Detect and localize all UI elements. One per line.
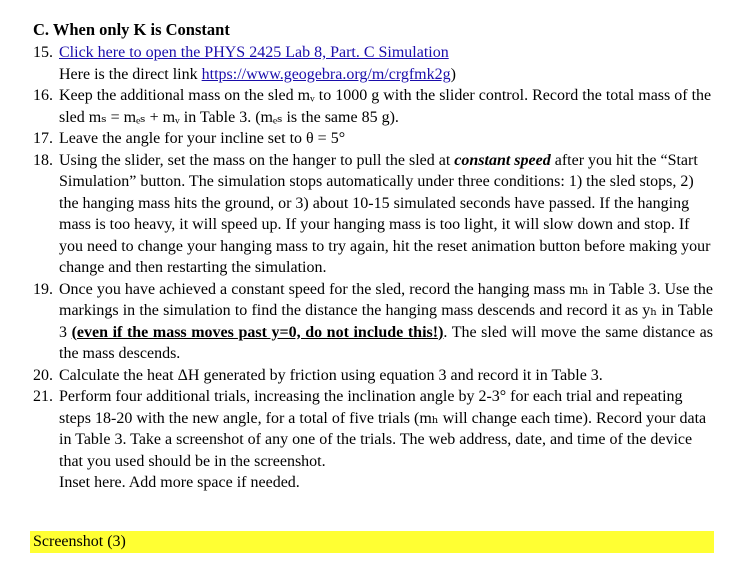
item-number: 18. [33, 151, 53, 169]
instruction-list [33, 42, 713, 494]
item-text: Calculate the heat ΔH generated by friction using equation 3 and record it in Table 3. [59, 366, 603, 384]
item-number: 20. [33, 366, 53, 384]
list-item: 18. Using the slider, set the mass on the hanger to pull the sled at constant speed after you hit the “Start Simulation” button. The simulation stops automatically under three conditions: 1) the sled stops, 2) the hanging mass hits the ground, or 3) about 10-15 simulated seconds have passed. If the hanging mass is too heavy, it will speed up. If your hanging mass is too light, it will slow down and stop. If you need to change your hanging mass to try again, hit the reset animation button before making your change and then restarting the simulation. [33, 151, 711, 276]
item-text: Leave the angle for your incline set to θ = 5° [59, 130, 346, 147]
simulation-link[interactable]: Click here to open the PHYS 2425 Lab 8, Part. C Simulation [59, 44, 449, 61]
list-item [33, 85, 713, 128]
item-number: 16. [33, 87, 53, 104]
list-item [33, 42, 713, 64]
list-item: 19. Once you have achieved a constant speed for the sled, record the hanging mass mₕ in Table 3. Use the markings in the simulation to find the distance the hanging mass descends and record it as yₕ in Table 3 (even if the mass moves past y=0, do not include this!). The sled will move the same distance as the mass descends. [33, 280, 714, 362]
list-item-continuation: Inset here. Add more space if needed. [59, 474, 300, 491]
constant-speed-emphasis: constant speed [454, 151, 551, 169]
item-text: Perform four additional trials, increasing the inclination angle by 2-3° for each trial and repeating steps 18-20 with the new angle, for a total of five trials (mₕ will change each time). Record your data in Table 3. Take a screenshot of any one of the trials. The web address, date, and time of the device that you used should be in the screenshot. [59, 388, 707, 470]
item-text: Keep the additional mass on the sled mᵥ to 1000 g with the slider control. Record the total mass of the sled mₛ = mₑₛ + mᵥ in Table 3. (mₑₛ is the same 85 g). [59, 87, 712, 126]
list-item-continuation: Here is the direct link https://www.geogebra.org/m/crgfmk2g) [59, 65, 456, 83]
warning-emphasis: (even if the mass moves past y=0, do not include this!) [71, 323, 444, 341]
item-number: 19. [33, 280, 53, 298]
section-heading: C. When only K is Constant [33, 20, 230, 39]
item-number: 15. [33, 44, 53, 61]
screenshot-label-bar: Screenshot (3) [30, 531, 714, 553]
direct-url-link[interactable]: https://www.geogebra.org/m/crgfmk2g [201, 65, 451, 83]
item-number: 21. [33, 388, 53, 405]
list-item [33, 386, 713, 472]
item-number: 17. [33, 130, 53, 147]
list-item [33, 365, 713, 387]
list-item [33, 128, 713, 150]
